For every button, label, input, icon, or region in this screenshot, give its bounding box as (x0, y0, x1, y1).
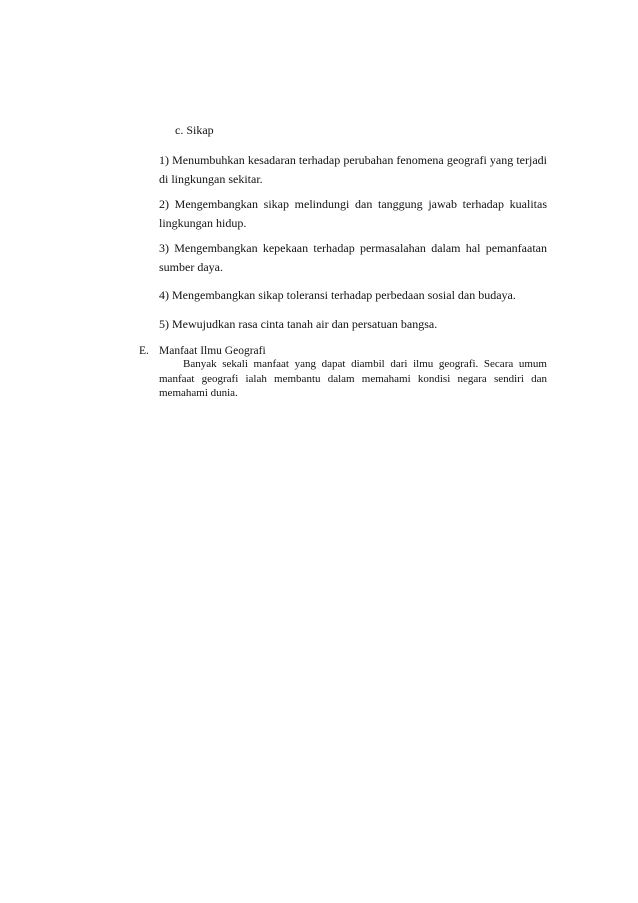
section-body-paragraph: Banyak sekali manfaat yang dapat diambil dari ilmu geografi. Secara umum manfaat geografi ialah membantu dalam memahami kondisi negara sendiri dan memahami dunia. (159, 358, 547, 399)
list-item: 3) Mengembangkan kepekaan terhadap permasalahan dalam hal pemanfaatan sumber daya. (159, 241, 547, 274)
list-item: 5) Mewujudkan rasa cinta tanah air dan persatuan bangsa. (159, 317, 438, 331)
section-number: E. (139, 345, 149, 357)
section-title: Manfaat Ilmu Geografi (159, 345, 266, 357)
list-item: 4) Mengembangkan sikap toleransi terhadap perbedaan sosial dan budaya. (159, 288, 516, 302)
list-item: 2) Mengembangkan sikap melindungi dan tanggung jawab terhadap kualitas lingkungan hidup. (159, 197, 547, 230)
list-item: 1) Menumbuhkan kesadaran terhadap perubahan fenomena geografi yang terjadi di lingkungan sekitar. (159, 153, 547, 186)
subheading-sikap: c. Sikap (175, 123, 214, 137)
